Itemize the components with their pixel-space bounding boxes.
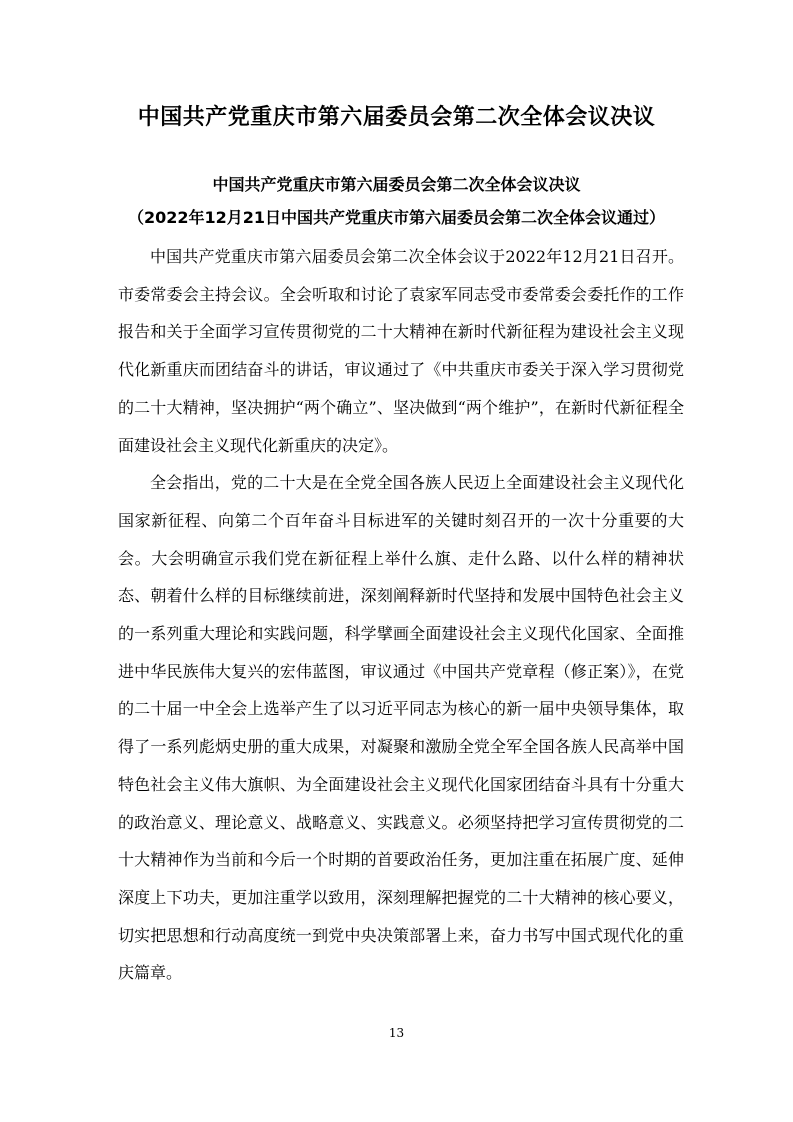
paragraph-2: 全会指出，党的二十大是在全党全国各族人民迈上全面建设社会主义现代化国家新征程、向第二个百年奋斗目标进军的关键时刻召开的一次十分重要的大会。大会明确宣示我们党在新征程上举什么旗、走什么路、以什么样的精神状态、朝着什么样的目标继续前进，深刻阐释新时代坚持和发展中国特色社会主义的一系列重大理论和实践问题，科学擘画全面建设社会主义现代化国家、全面推进中华民族伟大复兴的宏伟蓝图，审议通过《中国共产党章程（修正案）》，在党的二十届一中全会上选举产生了以习近平同志为核心的新一届中央领导集体，取得了一系列彪炳史册的重大成果，对凝聚和激励全党全军全国各族人民高举中国特色社会主义伟大旗帜、为全面建设社会主义现代化国家团结奋斗具有十分重大的政治意义、理论意义、战略意义、实践意义。必须坚持把学习宣传贯彻党的二十大精神作为当前和今后一个时期的首要政治任务，更加注重在拓展广度、延伸深度上下功夫，更加注重学以致用，深刻理解把握党的二十大精神的核心要义，切实把思想和行动高度统一到党中央决策部署上来，奋力书写中国式现代化的重庆篇章。 xyxy=(118,473,684,983)
paragraph-1: 中国共产党重庆市第六届委员会第二次全体会议于2022年12月21日召开。市委常委会主持会议。全会听取和讨论了袁家军同志受市委常委会委托作的工作报告和关于全面学习宣传贯彻党的二十大精神在新时代新征程为建设社会主义现代化新重庆而团结奋斗的讲话，审议通过了《中共重庆市委关于深入学习贯彻党的二十大精神，坚决拥护“两个确立”、坚决做到“两个维护”，在新时代新征程全面建设社会主义现代化新重庆的决定》。 xyxy=(118,247,684,455)
resolution-subtitle: 中国共产党重庆市第六届委员会第二次全体会议决议 xyxy=(212,175,581,194)
document-body xyxy=(118,238,684,992)
page-number: 13 xyxy=(388,1026,405,1040)
page-title: 中国共产党重庆市第六届委员会第二次全体会议决议 xyxy=(137,105,656,130)
resolution-adoption-note: （2022年12月21日中国共产党重庆市第六届委员会第二次全体会议通过） xyxy=(127,208,666,227)
